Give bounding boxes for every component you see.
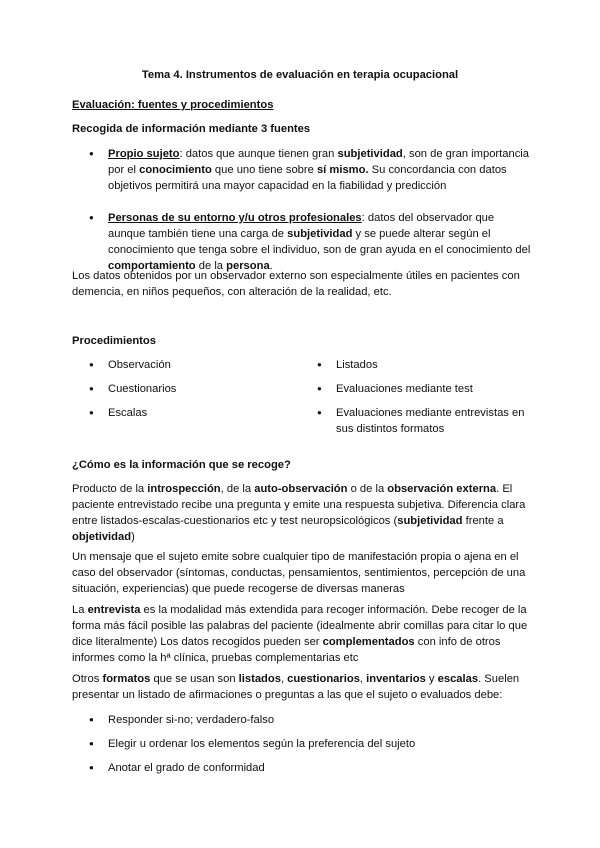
procedimiento-item: ● Evaluaciones mediante test [336,381,532,397]
como-paragraph-3: La entrevista es la modalidad más extendida para recoger información. Debe recoger de la forma más fácil posible las palabras del paciente (idealmente abrir comillas para citar lo que dice literalmente) Los datos recogidos pueden ser complementados con info de otros informes como la hª clínica, pruebas complementarias etc [72,604,528,664]
formato-item: ● Anotar el grado de conformidad [108,760,533,776]
procedimientos-list-right [336,357,532,437]
procedimiento-item: ● Listados [336,357,532,373]
procedimiento-item: ● Cuestionarios [108,381,298,397]
observador-paragraph: Los datos obtenidos por un observador externo son especialmente útiles en pacientes con demencia, en niños pequeños, con alteración de la realidad, etc. [72,270,520,298]
procedimiento-item: ● Escalas [108,405,298,421]
formato-item: ● Elegir u ordenar los elementos según la preferencia del sujeto [108,736,533,752]
procedimientos-heading: Procedimientos [72,335,156,347]
formato-item: ● Responder si-no; verdadero-falso [108,712,533,728]
como-paragraph-1: Producto de la introspección, de la auto-observación o de la observación externa. El paciente entrevistado recibe una pregunta y emite una respuesta subjetiva. Diferencia clara entre listados-escalas-cuestionarios etc y test neuropsicológicos (subjetividad frente a objetividad) [72,483,526,543]
fuente-item-entorno: ● Personas de su entorno y/u otros profesionales: datos del observador que aunque también tiene una carga de subjetividad y se puede alterar según el conocimiento que tenga sobre el individuo, son de gran ayuda en el conocimiento del comportamiento de la persona. [108,210,533,274]
procedimientos-list-left [108,357,298,421]
procedimiento-item: ● Evaluaciones mediante entrevistas en sus distintos formatos [336,405,532,437]
fuentes-list [108,146,533,274]
como-paragraph-2: Un mensaje que el sujeto emite sobre cualquier tipo de manifestación propia o ajena en el caso del observador (síntomas, conductas, pensamientos, sentimientos, percepción de una situación, experiencias) que puede recogerse de diversas maneras [72,551,526,595]
como-paragraph-4: Otros formatos que se usan son listados, cuestionarios, inventarios y escalas. Suelen presentar un listado de afirmaciones o preguntas a las que el sujeto o evaluados debe: [72,673,520,701]
fuente-item-propio-sujeto: ● Propio sujeto: datos que aunque tienen gran subjetividad, son de gran importancia por el conocimiento que uno tiene sobre sí mismo. Su concordancia con datos objetivos permitirá una mayor capacidad en la fiabilidad y predicción [108,146,533,194]
section-heading-evaluacion: Evaluación: fuentes y procedimientos [72,99,274,111]
procedimiento-item: ● Observación [108,357,298,373]
page-title: Tema 4. Instrumentos de evaluación en terapia ocupacional [141,69,459,81]
formatos-list [108,712,533,776]
section-subheading-fuentes: Recogida de información mediante 3 fuentes [72,123,311,135]
como-heading: ¿Cómo es la información que se recoge? [72,459,291,471]
